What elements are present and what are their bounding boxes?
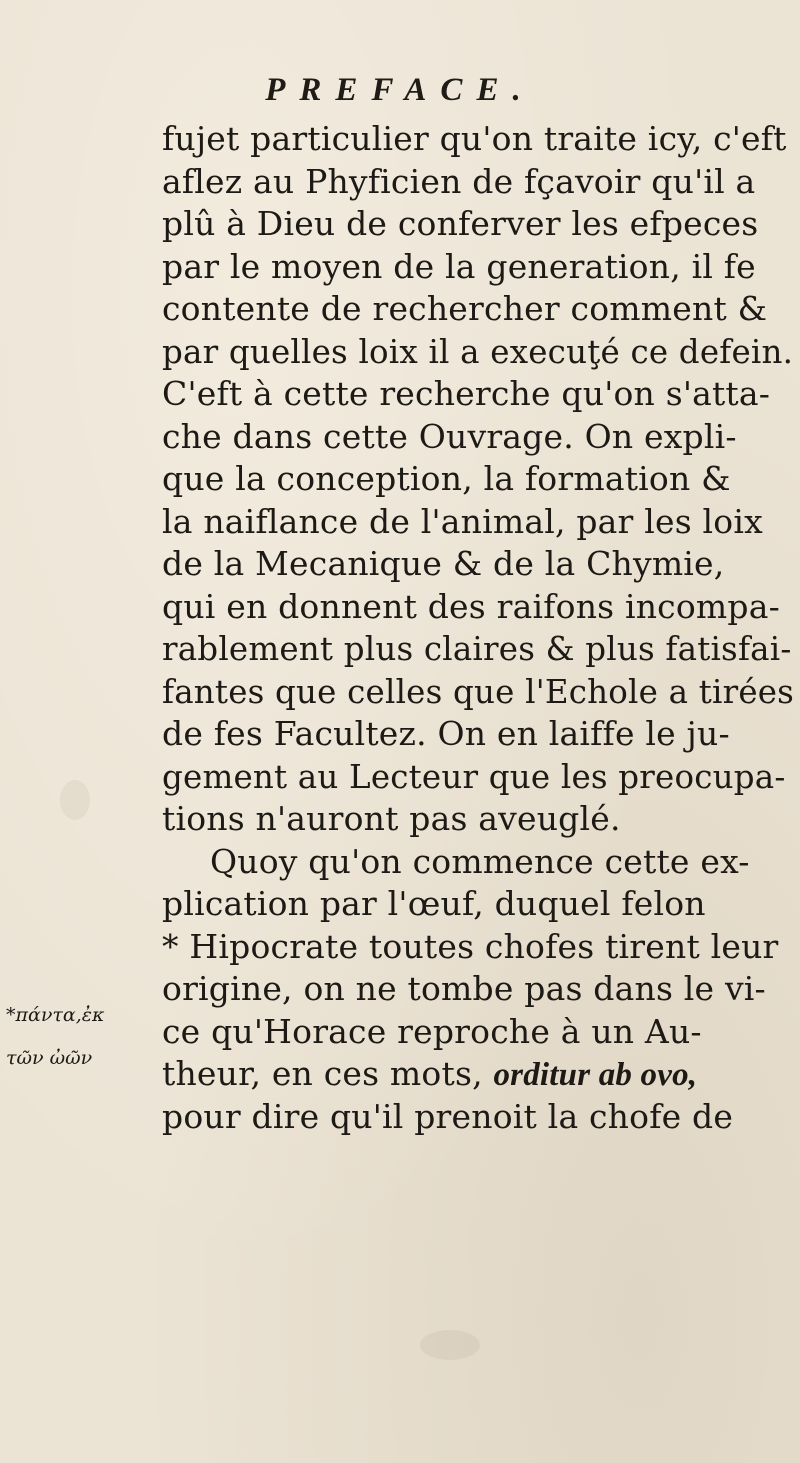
text-line: * Hipocrate toutes chofes tirent leur (162, 926, 779, 966)
text-line: par quelles loix il a execuţé ce defein. (162, 332, 794, 371)
text-line: la naiflance de l'animal, par les loix (162, 501, 763, 541)
margin-notes (6, 994, 156, 1079)
latin-quote: orditur ab ovo, (493, 1057, 698, 1093)
text-line: C'eft à cette recherche qu'on s'atta- (162, 374, 771, 413)
text-line (162, 1053, 794, 1096)
text-line: che dans cette Ouvrage. On expli- (162, 416, 737, 456)
text-line: plû à Dieu de conferver les efpeces (162, 204, 759, 243)
margin-note-greek: *πάντα,ἐκ (6, 1004, 105, 1026)
text-line: ce qu'Horace reproche à un Au- (162, 1011, 702, 1051)
paper-stain (420, 1330, 480, 1360)
text-line: pour dire qu'il prenoit la chofe de (162, 1096, 734, 1136)
text-line-roman: theur, en ces mots, (162, 1054, 483, 1093)
text-line: origine, on ne tombe pas dans le vi- (162, 969, 766, 1008)
body-text (162, 118, 794, 1138)
text-line: tions n'auront pas aveuglé. (162, 799, 621, 838)
margin-note-greek: τῶν ὠῶν (6, 1046, 93, 1069)
paper-stain (60, 780, 90, 820)
text-line: plication par l'œuf, duquel felon (162, 884, 706, 923)
text-line: de fes Facultez. On en laiffe le ju- (162, 714, 730, 753)
text-line: aflez au Phyficien de fçavoir qu'il a (162, 161, 756, 201)
text-line: fantes que celles que l'Echole a tirées (162, 672, 795, 711)
text-line: gement au Lecteur que les preocupa- (162, 757, 786, 796)
text-line: contente de rechercher comment & (162, 289, 768, 328)
text-line: qui en donnent des raifons incompa- (162, 586, 780, 626)
text-line-paragraph-start: Quoy qu'on commence cette ex- (210, 841, 750, 881)
text-line: fujet particulier qu'on traite icy, c'eft (162, 119, 787, 158)
text-line: par le moyen de la generation, il fe (162, 246, 756, 286)
text-line: que la conception, la formation & (162, 459, 731, 498)
text-line: rablement plus claires & plus fatisfai- (162, 630, 792, 668)
text-line: de la Mecanique & de la Chymie, (162, 544, 725, 583)
page-header: PREFACE. (265, 72, 535, 108)
